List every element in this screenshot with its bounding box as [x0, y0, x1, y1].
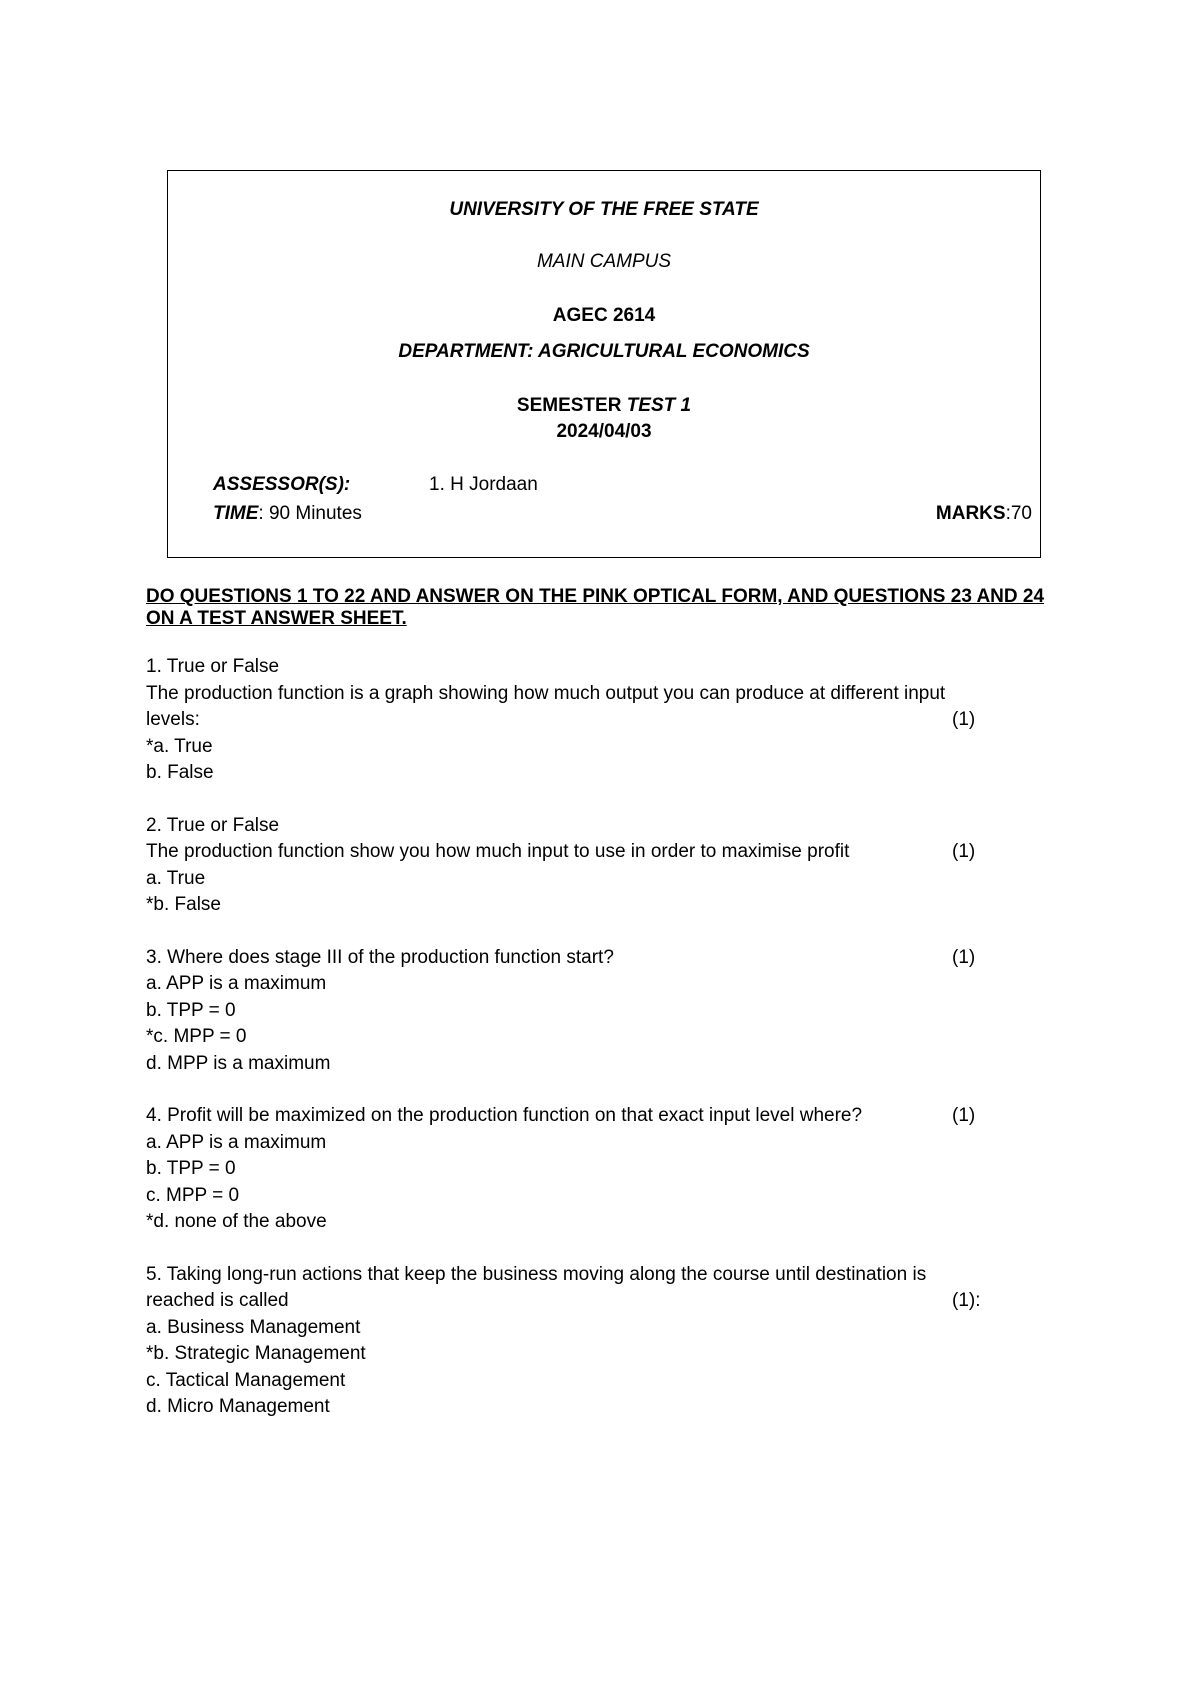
answer-option: *b. Strategic Management [146, 1343, 366, 1364]
answer-option: c. MPP = 0 [146, 1184, 240, 1206]
answer-option: b. TPP = 0 [146, 1158, 236, 1179]
marks-row [936, 503, 1032, 525]
test-title-suffix: TEST 1 [626, 395, 692, 416]
instructions: DO QUESTIONS 1 TO 22 AND ANSWER ON THE PINK OPTICAL FORM, AND QUESTIONS 23 AND 24 ON A TEST ANSWER SHEET. [146, 586, 1045, 629]
question-mark-value: (1) [952, 709, 976, 730]
answer-option: *a. True [146, 735, 213, 757]
question-text-continued [146, 707, 986, 734]
answer-option: b. TPP = 0 [146, 999, 236, 1021]
question-5 [146, 1262, 986, 1421]
time-label: TIME [213, 503, 259, 524]
question-4 [146, 1103, 986, 1236]
test-title [168, 395, 1040, 417]
answer-option: a. True [146, 867, 206, 889]
marks-label: MARKS [935, 503, 1006, 524]
campus-name: MAIN CAMPUS [536, 251, 672, 272]
answer-option: *b. False [146, 894, 221, 915]
question-mark-value: (1) [952, 1105, 976, 1126]
department-name: DEPARTMENT: AGRICULTURAL ECONOMICS [398, 341, 810, 362]
answer-option: a. APP is a maximum [146, 973, 327, 994]
question-title: 2. True or False [146, 814, 280, 836]
question-text-line2: levels: [146, 709, 200, 730]
answer-option: d. Micro Management [146, 1396, 330, 1417]
question-1 [146, 654, 986, 787]
test-title-prefix: SEMESTER [516, 395, 627, 416]
question-text-row [146, 945, 986, 972]
assessor-value: 1. H Jordaan [429, 474, 538, 495]
question-text-continued [146, 1288, 986, 1315]
answer-option: b. False [146, 762, 214, 783]
question-mark-value: (1): [952, 1290, 981, 1311]
question-text: 3. Where does stage III of the production function start? [146, 946, 614, 968]
course-code: AGEC 2614 [552, 305, 656, 326]
question-3 [146, 945, 986, 1078]
question-list [146, 654, 986, 1447]
answer-option: *d. none of the above [146, 1211, 327, 1232]
assessor-label: ASSESSOR(S): [213, 474, 351, 495]
question-2 [146, 813, 986, 919]
question-text: 5. Taking long-run actions that keep the business moving along the course until destination is [146, 1263, 927, 1285]
answer-option: d. MPP is a maximum [146, 1052, 331, 1074]
question-text-line2: reached is called [146, 1290, 289, 1311]
answer-option: a. APP is a maximum [146, 1131, 327, 1153]
question-mark-value: (1) [952, 841, 976, 862]
question-text: The production function show you how much input to use in order to maximise profit [146, 841, 850, 862]
marks-value: :70 [1005, 503, 1032, 524]
question-text-row [146, 839, 986, 866]
answer-option: a. Business Management [146, 1316, 361, 1338]
university-name: UNIVERSITY OF THE FREE STATE [449, 199, 759, 220]
time-value: : 90 Minutes [258, 503, 362, 524]
question-mark-value: (1) [952, 946, 976, 968]
question-title: 1. True or False [146, 656, 280, 677]
answer-option: *c. MPP = 0 [146, 1026, 247, 1047]
question-text: 4. Profit will be maximized on the production function on that exact input level where? [146, 1105, 863, 1126]
test-header-box [167, 170, 1041, 558]
question-text-row [146, 1103, 986, 1130]
answer-option: c. Tactical Management [146, 1369, 346, 1391]
question-text: The production function is a graph showing how much output you can produce at different input [146, 682, 946, 704]
time-row [213, 503, 362, 525]
test-date: 2024/04/03 [556, 421, 652, 442]
